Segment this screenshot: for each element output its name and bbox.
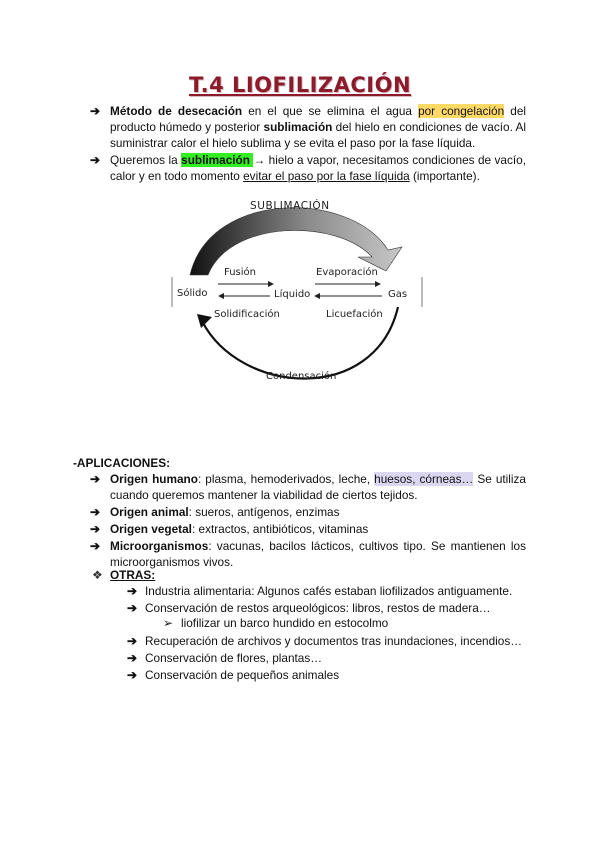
- intro-item: [90, 103, 526, 151]
- bold-term: sublimación: [263, 120, 333, 134]
- list-item: [90, 471, 526, 503]
- list-item: [90, 504, 526, 520]
- arrowhead: [314, 293, 320, 299]
- highlight-text: sublimación: [181, 153, 254, 167]
- arrow-icon: ➔: [127, 668, 138, 682]
- list-item-text: Conservación de restos arqueológicos: libros, restos de madera…: [145, 601, 491, 615]
- bold-term: Origen humano: [110, 472, 198, 486]
- phase-change-diagram: [170, 195, 432, 395]
- fusion-label: Fusión: [224, 267, 256, 278]
- arrow-icon: ➔: [127, 634, 138, 648]
- list-item-text: Conservación de flores, plantas…: [145, 651, 323, 665]
- list-item-text: Industria alimentaria: Algunos cafés estaban liofilizados antiguamente.: [145, 584, 513, 598]
- highlight-text: huesos, córneas…: [374, 472, 474, 486]
- list-item: [127, 667, 527, 683]
- triangle-bullet-icon: ➢: [163, 616, 173, 630]
- otras-label: OTRAS:: [110, 568, 156, 582]
- arrowhead: [375, 281, 381, 287]
- arrow-icon: ➔: [90, 153, 101, 167]
- text-span: del producto húmedo y posterior: [110, 104, 526, 134]
- arrow-icon: ➔: [127, 601, 138, 615]
- text-span: : plasma, hemoderivados, leche,: [197, 472, 375, 486]
- underlined-text: evitar el paso por la fase líquida: [243, 169, 410, 183]
- arrow-icon: ➔: [90, 539, 101, 553]
- intro-section: [90, 103, 526, 185]
- solido-label: Sólido: [177, 288, 208, 299]
- arrow-icon: ➔: [127, 584, 138, 598]
- arrow-icon: ➔: [90, 104, 101, 118]
- list-item: [127, 583, 527, 599]
- list-item: [127, 600, 527, 616]
- applications-list: [90, 471, 526, 571]
- sublimation-arc: [190, 208, 402, 275]
- solidificacion-label: Solidificación: [214, 309, 280, 320]
- list-item: [127, 650, 527, 666]
- otras-list: [127, 583, 527, 684]
- text-span: → hielo a vapor, necesitamos condiciones de vacío, calor y en todo momento: [110, 153, 527, 183]
- text-span: Queremos la: [110, 153, 182, 167]
- intro-item: [90, 152, 526, 184]
- licuefacion-label: Licuefación: [326, 309, 383, 320]
- page-title: T.4 LIOFILIZACIÓN: [188, 73, 412, 97]
- list-item: [90, 521, 526, 537]
- bold-term: Método de desecación: [110, 104, 243, 118]
- evaporacion-label: Evaporación: [316, 267, 378, 278]
- sublimacion-label: SUBLIMACIÓN: [250, 200, 330, 212]
- text-span: (importante).: [409, 169, 480, 183]
- highlight-text: por congelación: [418, 104, 505, 118]
- text-span: Se utiliza cuando queremos mantener la viabilidad de ciertos tejidos.: [110, 472, 526, 502]
- list-item-text: liofilizar un barco hundido en estocolmo: [181, 616, 389, 630]
- arrow-icon: ➔: [90, 505, 101, 519]
- arrowhead: [268, 281, 274, 287]
- bold-term: Origen vegetal: [110, 522, 192, 536]
- condensacion-label: Condensación: [266, 371, 337, 382]
- arrow-icon: ➔: [90, 522, 101, 536]
- list-item-text: Recuperación de archivos y documentos tras inundaciones, incendios…: [145, 634, 523, 648]
- liquido-label: Líquido: [274, 289, 311, 300]
- text-span: : vacunas, bacilos lácticos, cultivos tipo. Se mantienen los microorganismos vivos.: [110, 539, 526, 569]
- gas-label: Gas: [388, 289, 408, 300]
- applications-heading: -APLICACIONES:: [73, 456, 170, 470]
- text-span: : extractos, antibióticos, vitaminas: [191, 522, 369, 536]
- arrow-icon: ➔: [127, 651, 138, 665]
- otras-heading: [92, 567, 155, 583]
- diamond-bullet-icon: ❖: [92, 568, 103, 582]
- nested-list-item: [163, 615, 388, 631]
- list-item-text: Conservación de pequeños animales: [145, 668, 340, 682]
- bold-term: Microorganismos: [110, 539, 209, 553]
- arrowhead: [218, 293, 224, 299]
- list-item: [90, 538, 526, 570]
- bold-term: Origen animal: [110, 505, 189, 519]
- text-span: : sueros, antígenos, enzimas: [188, 505, 340, 519]
- arrow-icon: ➔: [90, 472, 101, 486]
- text-span: en el que se elimina el agua: [242, 104, 419, 118]
- list-item: [127, 633, 527, 649]
- text-span: del hielo en condiciones de vacío. Al suministrar calor el hielo sublima y se evita el paso por la fase líquida.: [110, 120, 526, 150]
